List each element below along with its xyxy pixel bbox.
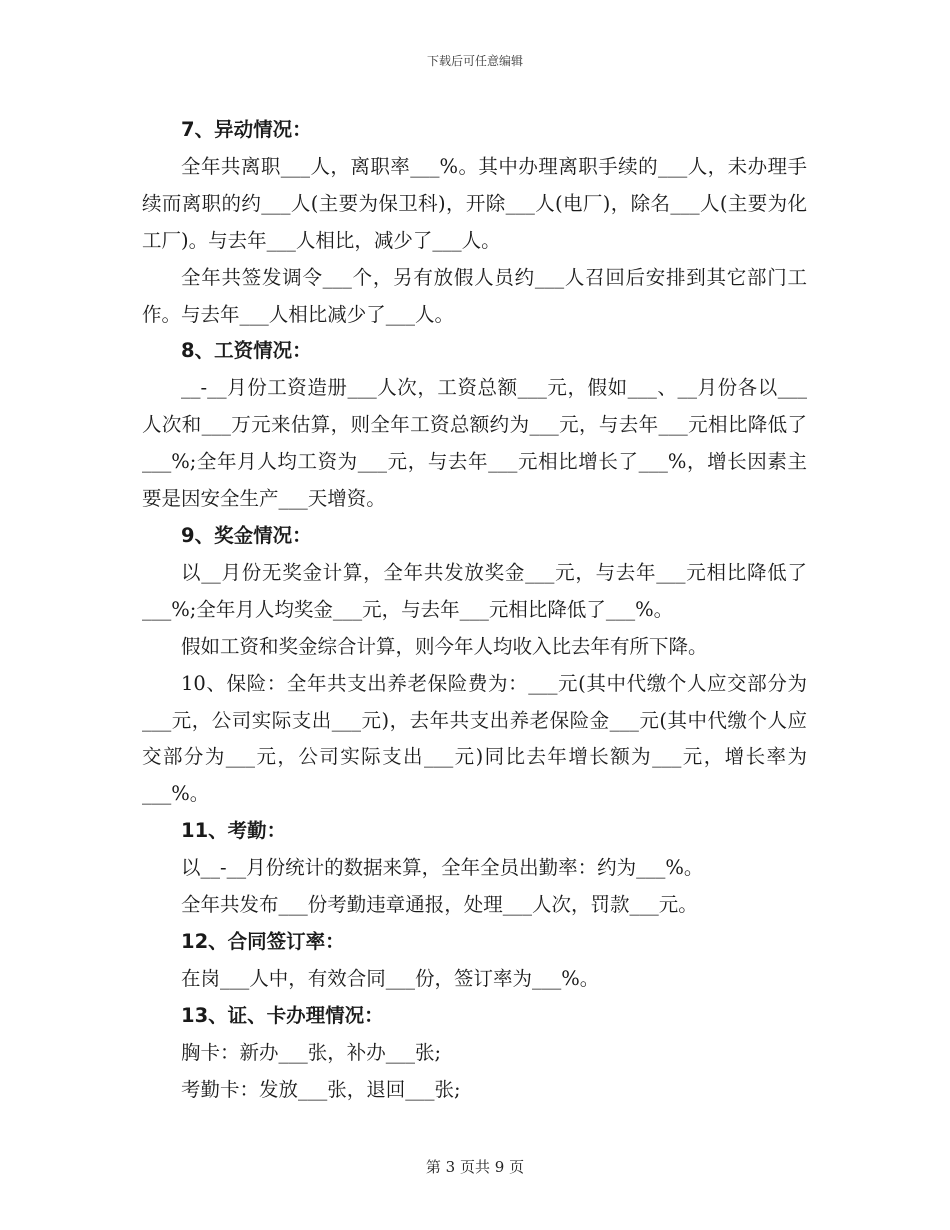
paragraph-12-1: 在岗___人中，有效合同___份，签订率为___%。 [181,966,600,990]
section-heading-13: 13、证、卡办理情况： [181,1003,384,1027]
paragraph-10-1: 10、保险：全年共支出养老保险费为：___元(其中代缴个人应交部分为___元，公司实际支出___元)，去年共支出养老保险金___元(其中代缴个人应交部分为___元，公司实际支出___元)同比去年增长额为___元，增长率为___%。 [142,671,807,806]
paragraph-13-1: 胸卡：新办___张，补办___张; [181,1040,442,1064]
page-footer: 第 3 页共 9 页 [425,1158,525,1176]
section-heading-9: 9、奖金情况： [181,523,312,547]
page-header: 下载后可任意编辑 [426,54,523,68]
section-heading-7: 7、异动情况： [181,118,312,141]
section-heading-12: 12、合同签订率： [181,929,345,953]
document-body [142,112,807,1108]
paragraph-8-1: __-__月份工资造册___人次，工资总额___元，假如___、__月份各以___人次和___万元来估算，则全年工资总额约为___元，与去年___元相比降低了___%;全年月人均工资为___元，与去年___元相比增长了___%，增长因素主要是因安全生产___天增资。 [142,376,807,511]
paragraph-9-1: 以__月份无奖金计算，全年共发放奖金___元，与去年___元相比降低了___%;全年月人均奖金___元，与去年___元相比降低了___%。 [142,560,807,621]
section-heading-11: 11、考勤： [181,819,287,843]
paragraph-7-2: 全年共签发调令___个，另有放假人员约___人召回后安排到其它部门工作。与去年___人相比减少了___人。 [142,265,807,326]
paragraph-9-2: 假如工资和奖金综合计算，则今年人均收入比去年有所下降。 [181,634,708,658]
section-heading-8: 8、工资情况： [181,339,312,363]
paragraph-13-2: 考勤卡：发放___张，退回___张; [181,1077,461,1101]
paragraph-11-2: 全年共发布___份考勤违章通报，处理___人次，罚款___元。 [181,893,698,917]
paragraph-7-1: 全年共离职___人，离职率___%。其中办理离职手续的___人，未办理手续而离职的约___人(主要为保卫科)，开除___人(电厂)，除名___人(主要为化工厂)。与去年___人相比，减少了___人。 [142,154,807,252]
paragraph-11-1: 以__-__月份统计的数据来算，全年全员出勤率：约为___%。 [181,856,704,880]
